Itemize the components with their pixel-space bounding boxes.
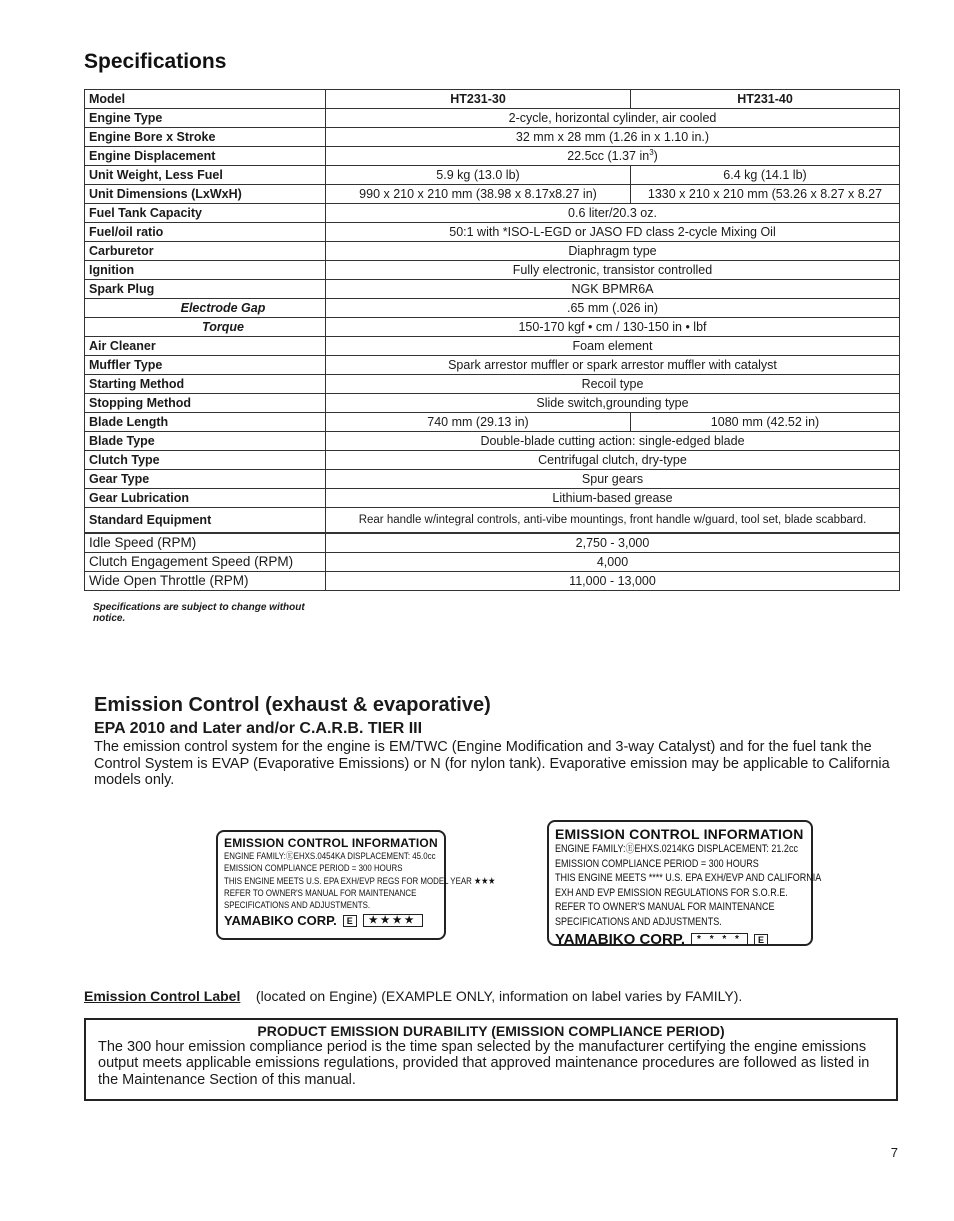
spec-row: [85, 553, 900, 572]
emission-label-example-2: [547, 820, 822, 948]
spec-note: Specifications are subject to change without notice.: [93, 602, 305, 624]
spec-label: Idle Speed (RPM): [85, 533, 326, 553]
label-title: EMISSION CONTROL INFORMATION: [555, 826, 804, 842]
emission-subtitle: EPA 2010 and Later and/or C.A.R.B. TIER III: [94, 720, 423, 737]
spec-value: 50:1 with *ISO-L-EGD or JASO FD class 2-cycle Mixing Oil: [326, 223, 900, 242]
spec-value: 32 mm x 28 mm (1.26 in x 1.10 in.): [326, 128, 900, 147]
label-line: EMISSION COMPLIANCE PERIOD = 300 HOURS: [224, 863, 403, 874]
spec-label: Fuel/oil ratio: [85, 223, 326, 242]
spec-label: Gear Lubrication: [85, 489, 326, 508]
spec-value: Diaphragm type: [326, 242, 900, 261]
spec-row: [85, 299, 900, 318]
label-line: ENGINE FAMILY:ⒺEHXS.0454KA DISPLACEMENT: 45.0cc: [224, 851, 436, 861]
spec-value: HT231-30: [326, 90, 631, 109]
spec-value: Rear handle w/integral controls, anti-vibe mountings, front handle w/guard, tool set, blade scabbard.: [326, 508, 900, 534]
spec-row: [85, 204, 900, 223]
spec-value: Spark arrestor muffler or spark arrestor muffler with catalyst: [326, 356, 900, 375]
spec-value: 1080 mm (42.52 in): [631, 413, 900, 432]
spec-row: [85, 533, 900, 553]
spec-label: Wide Open Throttle (RPM): [85, 572, 326, 591]
label-corp-name: YAMABIKO CORP.: [224, 913, 337, 929]
label-caption: [84, 988, 742, 1004]
spec-value: Recoil type: [326, 375, 900, 394]
spec-label: Blade Type: [85, 432, 326, 451]
label-line: EXH AND EVP EMISSION REGULATIONS FOR S.O.R.E.: [555, 886, 788, 899]
spec-label: Torque: [85, 318, 326, 337]
spec-value: Lithium-based grease: [326, 489, 900, 508]
spec-row: [85, 185, 900, 204]
spec-label: Muffler Type: [85, 356, 326, 375]
caption-label: Emission Control Label: [84, 988, 241, 1004]
spec-value: 5.9 kg (13.0 lb): [326, 166, 631, 185]
spec-label: Clutch Engagement Speed (RPM): [85, 553, 326, 572]
spec-row: [85, 572, 900, 591]
spec-row: [85, 90, 900, 109]
spec-value: 2-cycle, horizontal cylinder, air cooled: [326, 109, 900, 128]
spec-label: Stopping Method: [85, 394, 326, 413]
label-line: EMISSION COMPLIANCE PERIOD = 300 HOURS: [555, 857, 759, 870]
spec-row: [85, 128, 900, 147]
spec-row: [85, 508, 900, 534]
spec-row: [85, 356, 900, 375]
spec-label: Starting Method: [85, 375, 326, 394]
spec-value: 990 x 210 x 210 mm (38.98 x 8.17x8.27 in): [326, 185, 631, 204]
label-line: SPECIFICATIONS AND ADJUSTMENTS.: [224, 900, 371, 911]
spec-row: [85, 261, 900, 280]
emission-title: Emission Control (exhaust & evaporative): [94, 694, 491, 716]
spec-row: [85, 147, 900, 166]
label-line: REFER TO OWNER'S MANUAL FOR MAINTENANCE: [224, 887, 417, 898]
spec-value: Centrifugal clutch, dry-type: [326, 451, 900, 470]
spec-row: [85, 413, 900, 432]
spec-label: Engine Displacement: [85, 147, 326, 166]
label-e-box: E: [343, 915, 357, 927]
spec-row: [85, 470, 900, 489]
spec-label: Standard Equipment: [85, 508, 326, 534]
spec-value: 22.5cc (1.37 $in^3$): [326, 147, 900, 166]
spec-value: .65 mm (.026 in): [326, 299, 900, 318]
durability-body: The 300 hour emission compliance period is the time span selected by the manufacturer certifying the engine emissions output meets applicable emissions regulations, provided that approved maintenance procedures are followed as listed in the Maintenance Section of this manual.: [98, 1039, 870, 1088]
spec-label: Unit Weight, Less Fuel: [85, 166, 326, 185]
spec-value: 0.6 liter/20.3 oz.: [326, 204, 900, 223]
spec-label: Fuel Tank Capacity: [85, 204, 326, 223]
spec-label: Unit Dimensions (LxWxH): [85, 185, 326, 204]
label-line: ENGINE FAMILY:ⒺEHXS.0214KG DISPLACEMENT: 21.2cc: [555, 843, 798, 855]
spec-label: Carburetor: [85, 242, 326, 261]
label-line: THIS ENGINE MEETS U.S. EPA EXH/EVP REGS FOR MODEL YEAR ★★★: [224, 875, 496, 886]
label-stars-box: ★★★★: [363, 914, 423, 927]
durability-box: [84, 1018, 898, 1101]
spec-value: HT231-40: [631, 90, 900, 109]
spec-row: [85, 223, 900, 242]
spec-row: [85, 242, 900, 261]
spec-label: Engine Type: [85, 109, 326, 128]
spec-value: 740 mm (29.13 in): [326, 413, 631, 432]
spec-value: Foam element: [326, 337, 900, 356]
page-title: Specifications: [84, 50, 227, 73]
spec-value: Fully electronic, transistor controlled: [326, 261, 900, 280]
spec-label: Spark Plug: [85, 280, 326, 299]
caption-text: (located on Engine) (EXAMPLE ONLY, information on label varies by FAMILY).: [255, 988, 743, 1004]
spec-value: 1330 x 210 x 210 mm (53.26 x 8.27 x 8.27: [631, 185, 900, 204]
spec-label: Electrode Gap: [85, 299, 326, 318]
spec-value: 150-170 kgf • cm / 130-150 in • lbf: [326, 318, 900, 337]
spec-label: Gear Type: [85, 470, 326, 489]
spec-row: [85, 318, 900, 337]
spec-row: [85, 489, 900, 508]
spec-value: Double-blade cutting action: single-edged blade: [326, 432, 900, 451]
label-corp-name: YAMABIKO CORP.: [555, 931, 686, 948]
emission-label-example-1: [216, 830, 496, 940]
spec-row: [85, 280, 900, 299]
emission-paragraph: The emission control system for the engine is EM/TWC (Engine Modification and 3-way Catalyst) and for the fuel tank the Control System is EVAP (Evaporative Emissions) or N (for nylon tank). Evaporative emission may be applicable to California models only.: [94, 739, 890, 788]
label-line: SPECIFICATIONS AND ADJUSTMENTS.: [555, 915, 722, 928]
spec-label: Air Cleaner: [85, 337, 326, 356]
spec-row: [85, 109, 900, 128]
label-stars-box: * * * *: [691, 933, 748, 946]
page-number: 7: [890, 1145, 898, 1160]
label-line: THIS ENGINE MEETS **** U.S. EPA EXH/EVP AND CALIFORNIA: [555, 872, 822, 884]
specifications-table: [84, 89, 900, 591]
spec-row: [85, 451, 900, 470]
spec-value: 4,000: [326, 553, 900, 572]
spec-value: NGK BPMR6A: [326, 280, 900, 299]
spec-label: Clutch Type: [85, 451, 326, 470]
spec-label: Model: [85, 90, 326, 109]
durability-title: PRODUCT EMISSION DURABILITY (EMISSION COMPLIANCE PERIOD): [257, 1023, 725, 1039]
spec-row: [85, 166, 900, 185]
spec-value: Spur gears: [326, 470, 900, 489]
spec-label: Blade Length: [85, 413, 326, 432]
spec-label: Ignition: [85, 261, 326, 280]
spec-value: 6.4 kg (14.1 lb): [631, 166, 900, 185]
spec-value: 11,000 - 13,000: [326, 572, 900, 591]
label-line: REFER TO OWNER'S MANUAL FOR MAINTENANCE: [555, 901, 775, 913]
spec-row: [85, 432, 900, 451]
spec-row: [85, 394, 900, 413]
spec-row: [85, 375, 900, 394]
label-title: EMISSION CONTROL INFORMATION: [224, 836, 438, 850]
spec-label: Engine Bore x Stroke: [85, 128, 326, 147]
spec-value: Slide switch,grounding type: [326, 394, 900, 413]
spec-value: 2,750 - 3,000: [326, 533, 900, 553]
spec-row: [85, 337, 900, 356]
label-e-box: E: [754, 934, 768, 946]
